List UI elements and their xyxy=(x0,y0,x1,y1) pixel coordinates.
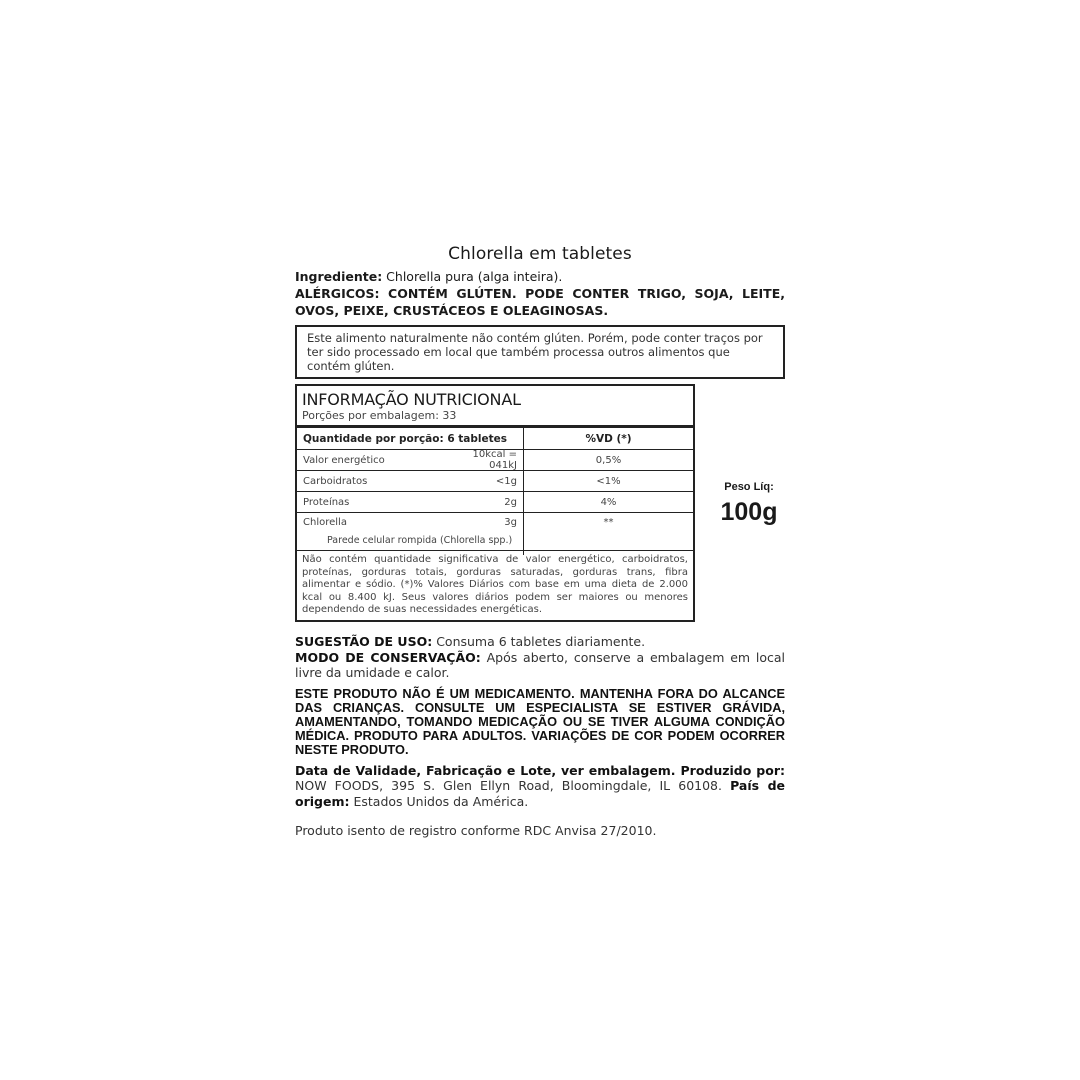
gluten-notice: Este alimento naturalmente não contém glúten. Porém, pode conter traços por ter sido processado em local que também processa outros alimentos que contém glúten. xyxy=(295,325,785,379)
portion-header: Quantidade por porção: 6 tabletes xyxy=(303,432,508,445)
nutrient-amount: 2g xyxy=(504,496,517,508)
suggestion-label: SUGESTÃO DE USO: xyxy=(295,634,433,649)
nutrient-amount: 10kcal = 041kJ xyxy=(472,449,517,471)
suggestion-text: Consuma 6 tabletes diariamente. xyxy=(432,634,646,649)
nutrition-footnote: Não contém quantidade significativa de valor energético, carboidratos, proteínas, gorduras totais, gorduras saturadas, gorduras trans, fibra alimentar e sódio. (*)% Valores Diários com base em uma dieta de 2.000 kcal ou 8.400 kJ. Seus valores diários podem ser maiores ou menores dependendo de suas necessidades energéticas. xyxy=(297,550,693,620)
portions-per-package: Porções por embalagem: 33 xyxy=(302,409,457,422)
vd-header: %VD (*) xyxy=(523,428,693,449)
ingredient-line xyxy=(295,268,785,285)
table-row xyxy=(297,470,693,491)
conservation-text: Após aberto, conserve a embalagem em local livre da umidade e calor. xyxy=(295,649,786,680)
ingredient-label: Ingrediente: xyxy=(295,269,383,284)
ingredient-text: Chlorella pura (alga inteira). xyxy=(382,269,563,284)
nutrient-vd: <1% xyxy=(523,471,693,491)
product-label xyxy=(295,244,785,838)
producer-text: NOW FOODS, 395 S. Glen Ellyn Road, Bloomingdale, IL 60108. xyxy=(295,778,731,793)
nutrient-name: Proteínas xyxy=(303,496,350,508)
validity-label: Data de Validade, Fabricação e Lote, ver embalagem. Produzido por: xyxy=(295,762,785,778)
net-weight xyxy=(713,481,785,527)
registration-exemption: Produto isento de registro conforme RDC Anvisa 27/2010. xyxy=(295,823,657,838)
nutrient-name: Valor energético xyxy=(303,454,385,466)
net-weight-value: 100g xyxy=(720,498,778,526)
nutrient-amount: 3g xyxy=(504,517,517,528)
nutrition-header xyxy=(297,386,693,427)
conservation-mode xyxy=(295,650,785,681)
nutrient-amount: <1g xyxy=(495,475,517,487)
nutrient-vd: 4% xyxy=(523,492,693,512)
country-text: Estados Unidos da América. xyxy=(349,793,529,809)
nutrition-title: INFORMAÇÃO NUTRICIONAL xyxy=(302,390,521,409)
nutrient-vd: 0,5% xyxy=(523,450,693,470)
net-weight-label: Peso Líq: xyxy=(724,481,774,493)
nutrient-name: Carboidratos xyxy=(303,475,368,487)
nutrition-section xyxy=(295,384,785,634)
nutrient-vd: ** xyxy=(523,513,693,555)
usage-suggestion xyxy=(295,634,785,650)
nutrition-table xyxy=(295,384,695,622)
table-header-row xyxy=(297,427,693,449)
chlorella-subnote: Parede celular rompida (Chlorella spp.) xyxy=(327,535,513,546)
table-row xyxy=(297,512,693,555)
allergens-text: ALÉRGICOS: CONTÉM GLÚTEN. PODE CONTER TRIGO, SOJA, LEITE, OVOS, PEIXE, CRUSTÁCEOS E OLEAGINOSAS. xyxy=(295,286,785,318)
table-row xyxy=(297,491,693,512)
nutrient-name: Chlorella xyxy=(303,517,347,528)
conservation-label: MODO DE CONSERVAÇÃO: xyxy=(295,649,481,665)
warning-text: ESTE PRODUTO NÃO É UM MEDICAMENTO. MANTENHA FORA DO ALCANCE DAS CRIANÇAS. CONSULTE UM ESPECIALISTA SE ESTIVER GRÁVIDA, AMAMENTANDO, TOMANDO MEDICAÇÃO OU SE TIVER ALGUMA CONDIÇÃO MÉDICA. PRODUTO PARA ADULTOS. VARIAÇÕES DE COR PODEM OCORRER NESTE PRODUTO. xyxy=(295,685,785,757)
product-title: Chlorella em tabletes xyxy=(448,244,632,264)
country-label: País de origem: xyxy=(295,778,785,809)
origin-info xyxy=(295,763,785,810)
table-row xyxy=(297,449,693,470)
